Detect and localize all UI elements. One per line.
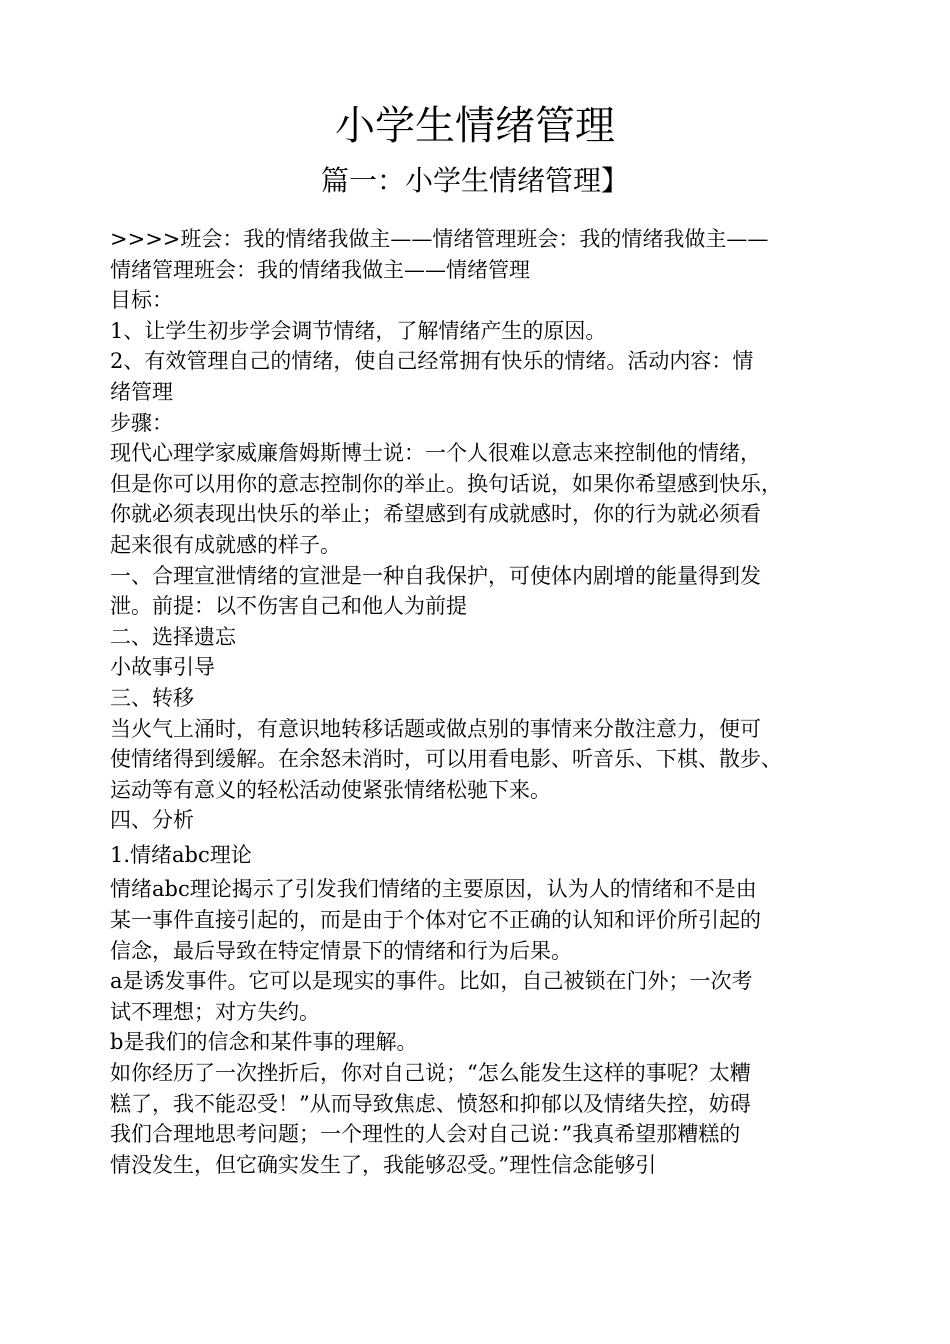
body-line: 泄。前提：以不伤害自己和他人为前提	[110, 594, 467, 619]
body-line: 糕了，我不能忍受！”从而导致焦虑、愤怒和抑郁以及情绪失控，妨碍	[110, 1091, 751, 1116]
body-line: 如你经历了一次挫折后，你对自己说；“怎么能发生这样的事呢？太糟	[110, 1061, 751, 1086]
document-body	[110, 224, 850, 1180]
body-line: b是我们的信念和某件事的理解。	[110, 1030, 418, 1055]
body-line: 2、有效管理自己的情绪，使自己经常拥有快乐的情绪。活动内容：情	[110, 349, 754, 374]
body-line: 试不理想；对方失约。	[110, 999, 320, 1024]
body-line: >>>>班会：我的情绪我做主——情绪管理班会：我的情绪我做主——	[110, 227, 769, 251]
body-line: a是诱发事件。它可以是现实的事件。比如，自己被锁在门外；一次考	[110, 969, 753, 994]
body-line: 我们合理地思考问题；一个理性的人会对自己说：”我真希望那糟糕的	[110, 1122, 741, 1147]
document-subtitle: 篇一：小学生情绪管理】	[320, 164, 629, 197]
body-line: 情绪abc理论揭示了引发我们情绪的主要原因，认为人的情绪和不是由	[110, 877, 757, 902]
body-line: 1.情绪abc理论	[110, 842, 252, 867]
body-line: 绪管理	[110, 379, 173, 404]
body-line: 1、让学生初步学会调节情绪，了解情绪产生的原因。	[110, 318, 607, 343]
body-line: 三、转移	[110, 685, 194, 710]
body-line: 起来很有成就感的样子。	[110, 532, 341, 557]
body-line: 运动等有意义的轻松活动使紧张情绪松驰下来。	[110, 777, 551, 802]
body-line: 四、分析	[110, 808, 194, 833]
document-title: 小学生情绪管理	[335, 103, 615, 149]
body-line: 信念，最后导致在特定情景下的情绪和行为后果。	[110, 938, 572, 963]
body-line: 目标：	[110, 288, 173, 313]
body-line: 小故事引导	[110, 655, 215, 680]
body-line: 当火气上涌时，有意识地转移话题或做点别的事情来分散注意力，便可	[110, 716, 761, 741]
body-line: 某一事件直接引起的，而是由于个体对它不正确的认知和评价所引起的	[110, 908, 761, 933]
body-line: 但是你可以用你的意志控制你的举止。换句话说，如果你希望感到快乐，	[110, 471, 782, 496]
body-line: 使情绪得到缓解。在余怒未消时，可以用看电影、听音乐、下棋、散步、	[110, 747, 782, 772]
body-line: 步骤：	[110, 410, 173, 435]
body-line: 你就必须表现出快乐的举止；希望感到有成就感时，你的行为就必须看	[110, 502, 761, 527]
body-line: 情没发生，但它确实发生了，我能够忍受。”理性信念能够引	[110, 1152, 657, 1177]
body-line: 现代心理学家威廉詹姆斯博士说：一个人很难以意志来控制他的情绪，	[110, 441, 761, 466]
body-line: 二、选择遗忘	[110, 624, 236, 649]
body-line: 情绪管理班会：我的情绪我做主——情绪管理	[110, 257, 530, 282]
body-line: 一、合理宣泄情绪的宣泄是一种自我保护，可使体内剧增的能量得到发	[110, 563, 761, 588]
